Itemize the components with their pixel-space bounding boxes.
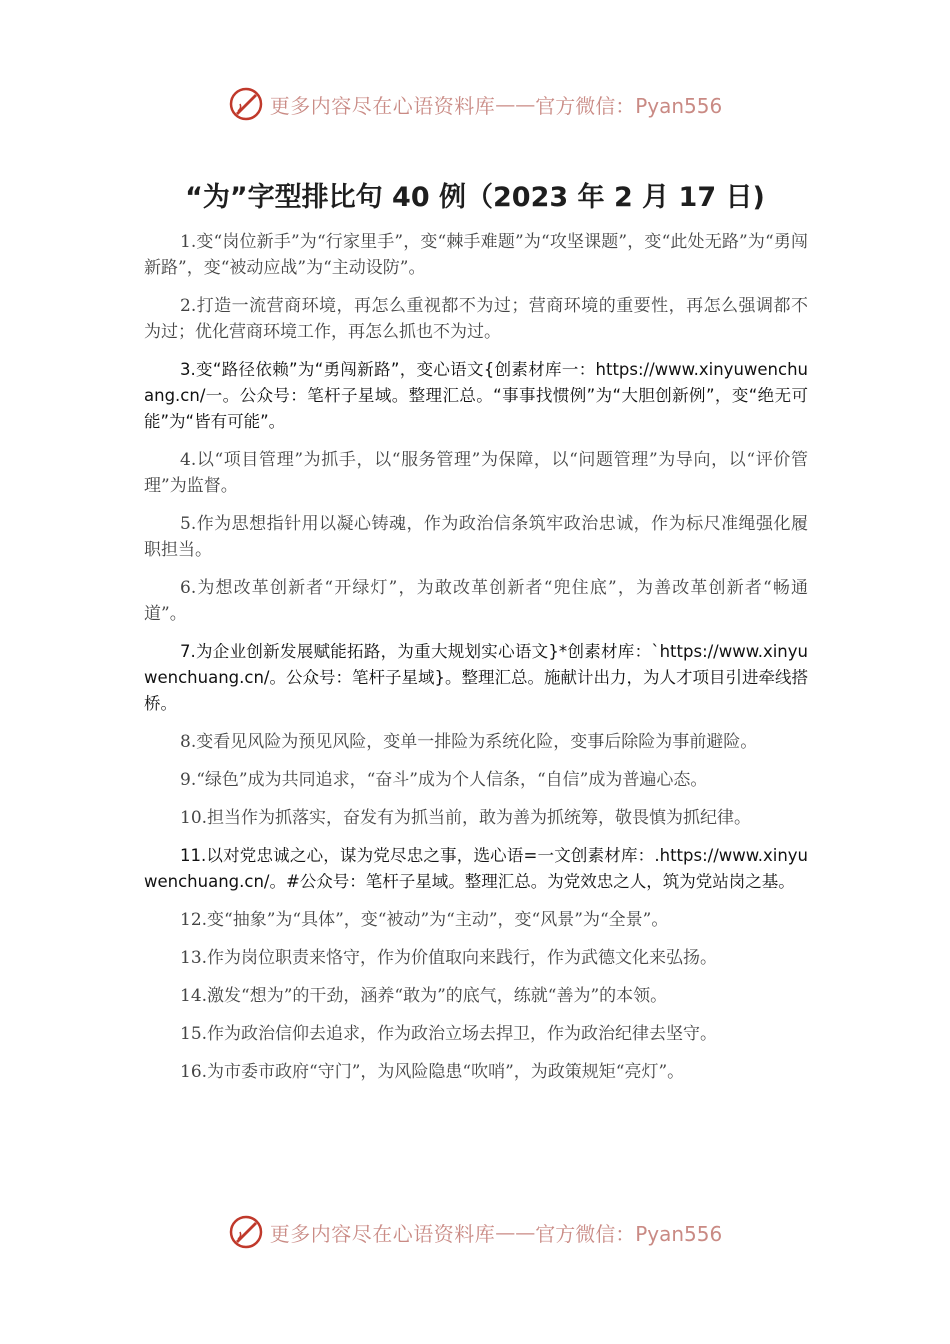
- list-item: 1.变“岗位新手”为“行家里手”，变“棘手难题”为“攻坚课题”，变“此处无路”为“勇闯新路”，变“被动应战”为“主动设防”。: [144, 232, 808, 278]
- banner-separator: ——: [495, 92, 536, 116]
- item-list: [144, 229, 808, 1097]
- list-item: 12.变“抽象”为“具体”，变“被动”为“主动”，变“风景”为“全景”。: [180, 910, 669, 930]
- list-item: 4.以“项目管理”为抓手，以“服务管理”为保障，以“问题管理”为导向，以“评价管理”为监督。: [144, 450, 808, 496]
- banner-separator: ——: [495, 1220, 536, 1244]
- list-item: 2.打造一流营商环境，再怎么重视都不为过；营商环境的重要性，再怎么强调都不为过；优化营商环境工作，再怎么抓也不为过。: [144, 296, 808, 342]
- quill-circle-logo-icon: [228, 86, 264, 122]
- banner-text: 更多内容尽在心语资料库: [269, 1221, 496, 1246]
- quill-circle-logo-icon: [228, 1214, 264, 1250]
- banner-text: 更多内容尽在心语资料库: [269, 93, 496, 118]
- header-watermark-banner: [0, 82, 950, 126]
- list-item: 11.以对党忠诚之心，谋为党尽忠之事，选心语=一文创素材库：.https://www.xinyuwenchuang.cn/。#公众号：笔杆子星域。整理汇总。为党效忠之人，筑为党站岗之基。: [144, 846, 808, 891]
- list-item: 9.“绿色”成为共同追求，“奋斗”成为个人信条，“自信”成为普遍心态。: [180, 770, 708, 790]
- list-item: 14.激发“想为”的干劲，涵养“敢为”的底气，练就“善为”的本领。: [180, 986, 668, 1006]
- banner-wechat: 官方微信：Pyan556: [535, 93, 723, 118]
- page-title: “为”字型排比句 40 例（2023 年 2 月 17 日): [185, 182, 765, 213]
- list-item: 3.变“路径依赖”为“勇闯新路”，变心语文{创素材库一：https://www.xinyuwenchuang.cn/一。公众号：笔杆子星域。整理汇总。“事事找惯例”为“大胆创新例”，变“绝无可能”为“皆有可能”。: [144, 360, 808, 431]
- list-item: 10.担当作为抓落实，奋发有为抓当前，敢为善为抓统筹，敬畏慎为抓纪律。: [180, 808, 752, 828]
- footer-watermark-banner: [0, 1210, 950, 1254]
- list-item: 6.为想改革创新者“开绿灯”，为敢改革创新者“兜住底”，为善改革创新者“畅通道”。: [144, 578, 808, 624]
- list-item: 13.作为岗位职责来恪守，作为价值取向来践行，作为武德文化来弘扬。: [180, 948, 718, 968]
- banner-wechat: 官方微信：Pyan556: [535, 1221, 723, 1246]
- list-item: 8.变看见风险为预见风险，变单一排险为系统化险，变事后除险为事前避险。: [180, 732, 758, 752]
- list-item: 7.为企业创新发展赋能拓路，为重大规划实心语文}*创素材库：`https://www.xinyuwenchuang.cn/。公众号：笔杆子星域}。整理汇总。施献计出力，为人才项目引进牵线搭桥。: [144, 642, 808, 713]
- list-item: 15.作为政治信仰去追求，作为政治立场去捍卫，作为政治纪律去坚守。: [180, 1024, 718, 1044]
- list-item: 5.作为思想指针用以凝心铸魂，作为政治信条筑牢政治忠诚，作为标尺准绳强化履职担当。: [144, 514, 808, 560]
- list-item: 16.为市委市政府“守门”，为风险隐患“吹哨”，为政策规矩“亮灯”。: [180, 1062, 685, 1082]
